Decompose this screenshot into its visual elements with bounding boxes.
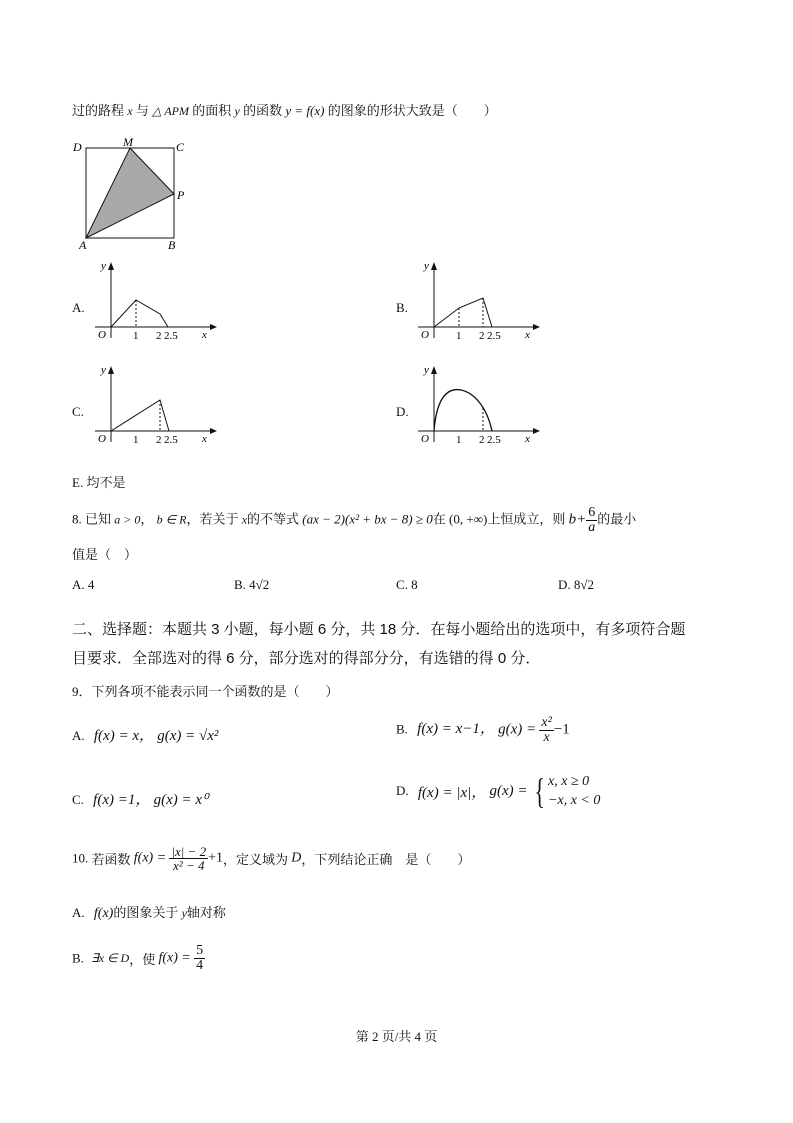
q10-option-b-den: 4 — [196, 958, 204, 973]
tick-1: 1 — [456, 330, 462, 342]
axis-x-label: x — [202, 329, 207, 341]
y-axis-arrow — [431, 366, 437, 374]
q8-var-x: x — [241, 512, 248, 527]
q7-stem-func: y = f(x) — [285, 103, 325, 118]
tick-2: 2 — [479, 330, 485, 342]
q9-option-d-brace: { — [534, 771, 545, 811]
label-d: D — [73, 140, 82, 154]
q10-option-b-func: f(x) = — [158, 950, 191, 966]
tick-2-5: 2.5 — [487, 434, 501, 446]
q9-option-b-g-left: g(x) = — [498, 721, 537, 738]
graph-c — [90, 362, 220, 448]
q10-domain-var: D — [291, 850, 302, 866]
q10-option-b-exists: ∃x ∈ D — [91, 951, 130, 965]
q8-line2: 值是（ ） — [72, 547, 138, 562]
q9-option-a-label: A. — [72, 728, 85, 743]
y-axis-arrow — [108, 262, 114, 270]
q10-option-b-label: B. — [72, 950, 84, 966]
q7-stem-suffix: 的图象的形状大致是（ ） — [327, 103, 497, 118]
y-axis-arrow — [108, 366, 114, 374]
label-b: B — [168, 238, 176, 252]
q10-text2: ，定义域为 — [223, 852, 289, 867]
q8-option-c: C. 8 — [396, 577, 418, 592]
q8-cond-a: a > 0 — [114, 512, 141, 527]
q8-known: 已知 — [85, 511, 112, 527]
q10-option-a-var: y — [181, 906, 187, 920]
label-p: P — [177, 188, 185, 202]
q10-text1: 若函数 — [91, 852, 131, 867]
tick-2-5: 2.5 — [164, 330, 178, 342]
q10-stem — [72, 845, 470, 872]
q7-option-a-label: A. — [72, 300, 85, 315]
q10-option-a-tail: 轴对称 — [186, 905, 226, 920]
axis-x-label: x — [525, 433, 530, 445]
q8-cond-b: b ∈ R — [156, 512, 187, 527]
q10-f-left: f(x) = — [133, 850, 167, 866]
q9-option-b-frac — [539, 716, 553, 745]
q10-num: |x| − 2 — [171, 844, 207, 859]
q7-stem-y: y — [234, 104, 240, 118]
label-m: M — [123, 136, 133, 149]
q7-stem-mid3: 的函数 — [243, 103, 283, 118]
x-axis-arrow — [533, 324, 540, 330]
tick-2: 2 — [156, 434, 162, 446]
label-a: A — [79, 238, 87, 252]
axis-y-label: y — [424, 260, 429, 272]
q9-option-b-label: B. — [396, 721, 408, 737]
q8-ineq-text: 的不等式 — [247, 511, 300, 527]
graph-a — [90, 258, 220, 344]
axis-x-label: x — [525, 329, 530, 341]
q9-option-c — [72, 788, 208, 809]
q10-option-a — [72, 902, 226, 922]
q8-comma: ， — [140, 511, 154, 527]
graph-b — [413, 258, 543, 344]
q9-option-c-g: g(x) = x⁰ — [153, 792, 209, 808]
q8-inequality: (ax − 2)(x² + bx − 8) ≥ 0 — [302, 511, 433, 527]
tick-2-5: 2.5 — [164, 434, 178, 446]
q7-stem-x: x — [127, 104, 133, 118]
q10-option-b-frac — [194, 944, 205, 973]
q9-stem: 9．下列各项不能表示同一个函数的是（ ） — [72, 684, 339, 699]
q9-option-d-case2: −x, x < 0 — [548, 793, 601, 808]
origin-label: O — [98, 329, 106, 341]
tick-2: 2 — [156, 330, 162, 342]
x-axis-arrow — [533, 428, 540, 434]
q7-option-c-label: C. — [72, 404, 84, 419]
q9-option-a — [72, 724, 218, 745]
q8-option-b: B. 4√2 — [234, 577, 270, 592]
q8-number: 8. — [72, 511, 82, 527]
q10-option-b-num: 5 — [196, 943, 204, 958]
tick-1: 1 — [456, 434, 462, 446]
axis-y-label: y — [101, 260, 106, 272]
q7-option-b-label: B. — [396, 300, 408, 315]
q8-option-a: A. 4 — [72, 577, 95, 592]
q10-text3: ，下列结论正确 是（ ） — [301, 852, 471, 867]
q8-expr-b: b+ — [568, 511, 587, 528]
square-figure — [70, 136, 200, 252]
q9-option-d-g: g(x) = — [489, 782, 528, 799]
q7-option-d-label: D. — [396, 404, 409, 419]
q7-stem-triangle: △ APM — [152, 104, 189, 118]
q10-option-b-mid: ，使 — [129, 952, 156, 967]
tick-2: 2 — [479, 434, 485, 446]
axis-y-label: y — [101, 364, 106, 376]
q10-option-a-func: f(x) — [93, 906, 114, 921]
axis-x-label: x — [202, 433, 207, 445]
section2-line1: 二、选择题：本题共 3 小题，每小题 6 分，共 18 分．在每小题给出的选项中，有多项符合题 — [72, 621, 686, 638]
q9-option-c-f: f(x) =1， — [93, 792, 151, 808]
x-axis-arrow — [210, 428, 217, 434]
q8-min: 的最小 — [597, 511, 637, 527]
q7-stem — [72, 100, 497, 119]
q8-option-d: D. 8√2 — [558, 577, 595, 592]
q9-option-d-f: f(x) = |x|， — [417, 784, 487, 801]
y-axis-arrow — [431, 262, 437, 270]
tick-2-5: 2.5 — [487, 330, 501, 342]
q8-interval: (0, +∞) — [449, 511, 488, 527]
q10-option-b — [72, 944, 205, 973]
q7-stem-mid2: 的面积 — [192, 103, 232, 118]
origin-label: O — [421, 329, 429, 341]
q8-expr-num: 6 — [588, 505, 596, 520]
q9-option-b-f: f(x) = x−1， — [417, 721, 495, 738]
q7-stem-prefix: 过的路程 — [72, 103, 125, 118]
tick-1: 1 — [133, 434, 139, 446]
q10-den: x² − 4 — [173, 858, 205, 873]
x-axis-arrow — [210, 324, 217, 330]
q9-option-b-num: x² — [541, 715, 552, 730]
axis-y-label: y — [424, 364, 429, 376]
q8-mid: ，若关于 — [186, 511, 239, 527]
origin-label: O — [421, 433, 429, 445]
section2-line2: 目要求．全部选对的得 6 分，部分选对的得部分分，有选错的得 0 分． — [72, 650, 541, 667]
q8-on: 在 — [432, 511, 446, 527]
q7-stem-mid1: 与 — [135, 103, 149, 118]
q9-option-b-den: x — [543, 730, 550, 745]
q9-option-b — [396, 716, 570, 745]
curve — [111, 300, 168, 327]
q9-option-d-label: D. — [396, 783, 409, 798]
triangle-apm — [86, 148, 174, 238]
q9-option-d — [396, 772, 600, 810]
q9-option-d-cases — [548, 772, 600, 810]
q8-expr-frac — [586, 506, 597, 535]
q10-option-a-label: A. — [72, 905, 85, 920]
q10-number: 10. — [72, 850, 89, 866]
q9-option-d-case1: x, x ≥ 0 — [548, 774, 590, 789]
q9-option-b-g-right: −1 — [553, 721, 570, 738]
q9-option-c-label: C. — [72, 792, 84, 807]
q8-stem — [72, 506, 636, 535]
q9-option-a-f: f(x) = x， — [93, 728, 154, 744]
q10-option-a-text: 的图象关于 — [113, 905, 179, 920]
tick-1: 1 — [133, 330, 139, 342]
origin-label: O — [98, 433, 106, 445]
q10-frac — [169, 845, 208, 872]
q7-option-e: E. 均不是 — [72, 475, 126, 490]
q9-option-a-g: g(x) = √x² — [157, 728, 219, 744]
q10-f-right: +1 — [208, 850, 223, 866]
q8-hold: 上恒成立，则 — [487, 511, 566, 527]
graph-d — [413, 362, 543, 448]
label-c: C — [176, 140, 185, 154]
page-footer: 第 2 页/共 4 页 — [355, 1029, 438, 1044]
q8-expr-den: a — [588, 520, 596, 535]
